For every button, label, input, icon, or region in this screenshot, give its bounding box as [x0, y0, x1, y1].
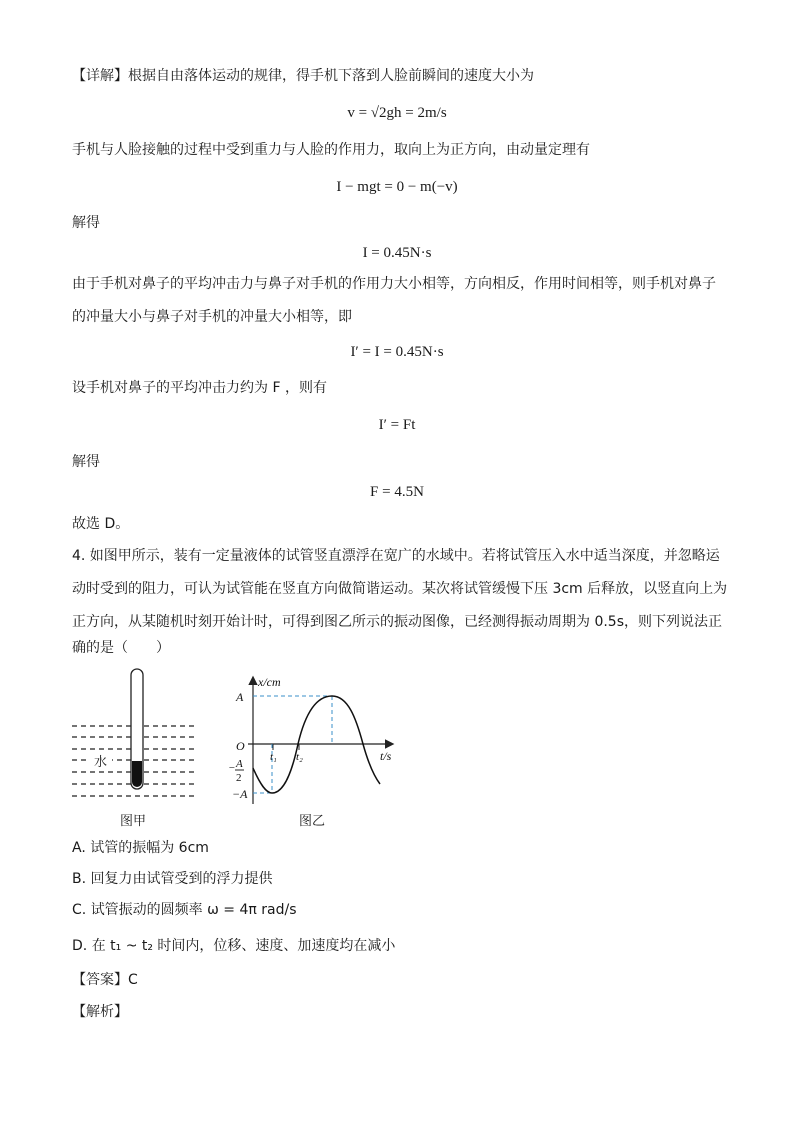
figure-yi-caption: 图乙 [299, 814, 326, 829]
detail-set-F: 设手机对鼻子的平均冲击力约为 F ，则有 [72, 380, 327, 396]
test-tube-icon [131, 669, 143, 789]
question-line4: 确的是（ ） [72, 640, 170, 656]
detail-intro: 【详解】根据自由落体运动的规律，得手机下落到人脸前瞬间的速度大小为 [72, 68, 534, 84]
solve-label-1: 解得 [72, 215, 100, 231]
amplitude-label: A [236, 690, 244, 704]
equation-force: F = 4.5N [370, 484, 424, 500]
option-c-text: 试管振动的圆频率 ω = 4π rad/s [90, 902, 297, 918]
answer-label: 【答案】C [72, 972, 138, 988]
option-c-letter: C. [72, 902, 87, 918]
equation-impulse-equal: I′ = I = 0.45N·s [350, 344, 444, 360]
equation-momentum: I − mgt = 0 − m(−v) [336, 179, 458, 195]
option-d[interactable] [72, 935, 395, 955]
y-axis-label: x/cm [258, 675, 281, 689]
choice-statement: 故选 D。 [72, 516, 130, 532]
detail-para2-line2: 的冲量大小与鼻子对手机的冲量大小相等，即 [72, 309, 352, 325]
neg-half-sign: − [228, 762, 236, 774]
option-b-letter: B. [72, 871, 87, 887]
origin-label: O [236, 739, 245, 753]
figure-jia-caption: 图甲 [120, 814, 147, 829]
figure-jia [68, 665, 204, 805]
equation-Ft: I′ = Ft [378, 417, 416, 433]
neg-half-num: A [236, 758, 243, 770]
option-d-text: 在 t₁ ~ t₂ 时间内，位移、速度、加速度均在减小 [91, 938, 396, 954]
t2-label: t₂ [296, 751, 303, 763]
question-line1: 4. 如图甲所示，装有一定量液体的试管竖直漂浮在宽广的水域中。若将试管压入水中适当深度，并忽略运 [72, 548, 720, 564]
analysis-label: 【解析】 [72, 1004, 128, 1020]
water-label: 水 [94, 754, 108, 769]
option-c[interactable] [72, 899, 297, 919]
t1-label: t₁ [270, 751, 277, 763]
figure-yi [222, 672, 408, 812]
x-axis-label: t/s [380, 749, 392, 763]
option-d-letter: D. [72, 938, 88, 954]
detail-contact: 手机与人脸接触的过程中受到重力与人脸的作用力，取向上为正方向，由动量定理有 [72, 142, 590, 158]
option-a[interactable] [72, 837, 209, 857]
equation-velocity: v = √2gh = 2m/s [347, 105, 447, 121]
neg-amplitude-label: −A [232, 787, 248, 801]
detail-para2-line1: 由于手机对鼻子的平均冲击力与鼻子对手机的作用力大小相等，方向相反，作用时间相等，则手机对鼻子 [72, 276, 716, 292]
option-b-text: 回复力由试管受到的浮力提供 [90, 871, 273, 887]
question-line2: 动时受到的阻力，可认为试管能在竖直方向做简谐运动。某次将试管缓慢下压 3cm 后释放，以竖直向上为 [72, 581, 728, 597]
neg-half-den: 2 [236, 772, 242, 784]
option-a-text: 试管的振幅为 6cm [90, 840, 209, 856]
question-line3: 正方向，从某随机时刻开始计时，可得到图乙所示的振动图像，已经测得振动周期为 0.5s，则下列说法正 [72, 614, 723, 630]
equation-impulse: I = 0.45N·s [362, 245, 432, 261]
option-a-letter: A. [72, 840, 86, 856]
option-b[interactable] [72, 868, 273, 888]
solve-label-2: 解得 [72, 454, 100, 470]
